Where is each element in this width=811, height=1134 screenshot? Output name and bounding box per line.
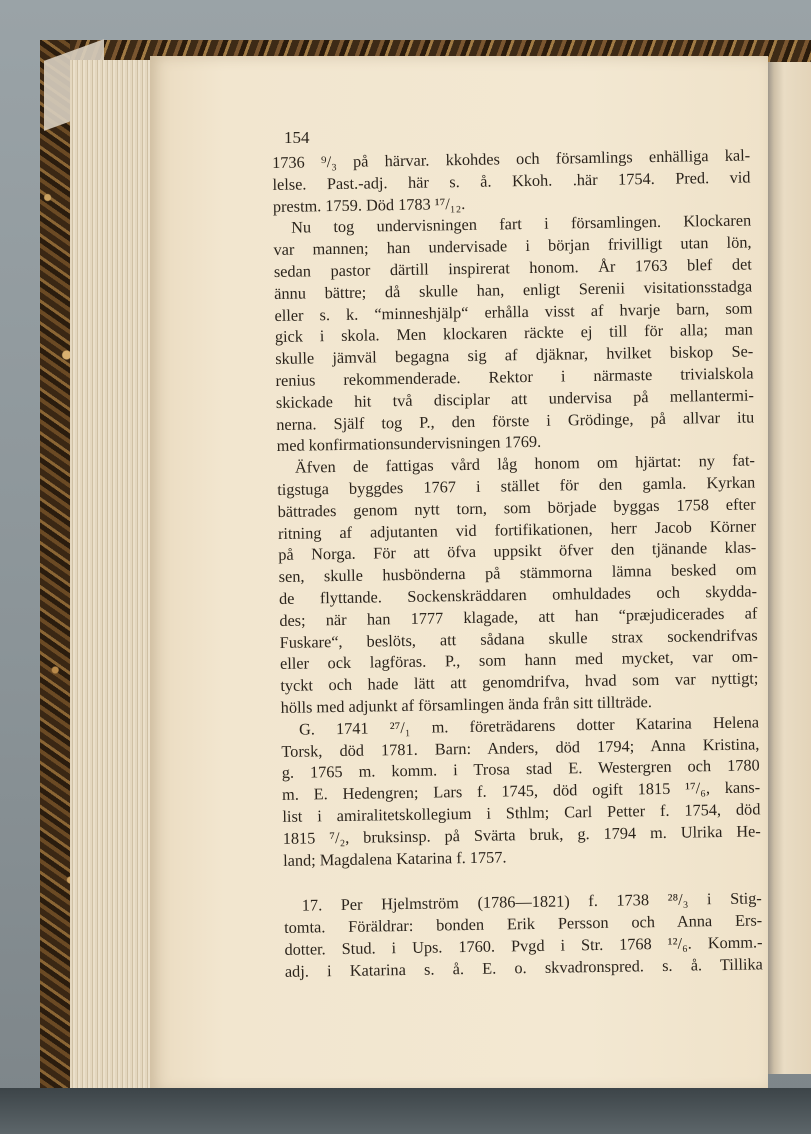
text-line: 1736 ⁹/₃ på härvar. kkohdes och församlings enhälliga kal-: [272, 145, 751, 172]
text-line: G. 1741 ²⁷/₁ m. företrädarens dotter Katarina Helena: [298, 712, 760, 739]
text-line: tigstuga byggdes 1767 i stället för den gamla. Kyrkan: [277, 472, 756, 499]
text-line: var mannen; han undervisade i början frivilligt utan lön,: [273, 232, 752, 260]
text-line: skulle jämväl begagna sig af djäknar, hvilket biskop Se-: [275, 341, 754, 369]
text-line: Nu tog undervisningen fart i församlingen. Klockaren: [291, 210, 752, 238]
text-line: renius rekommenderade. Rektor i närmaste trivialskola: [275, 363, 754, 390]
text-line: tomta. Föräldrar: bonden Erik Persson och Anna Ers-: [284, 910, 763, 937]
page-text: [272, 144, 763, 982]
text-line: ännu bättre; då skulle han, enligt Serenii visitationsstadga: [274, 276, 753, 303]
text-line: Torsk, död 1781. Barn: Anders, död 1794; Anna Kristina,: [281, 733, 760, 761]
text-line: m. E. Hedengren; Lars f. 1745, död ogift 1815 ¹⁷/₆, kans-: [281, 777, 761, 805]
text-line: eller ock lagföras. P., som hann med mycket, var om-: [279, 646, 759, 674]
text-line: sedan pastor därtill inspirerat honom. År 1763 blef det: [273, 254, 752, 281]
text-line: tyckt och hade lätt att genomdrifva, hvad som var nyttigt;: [280, 668, 759, 696]
text-line: Äfven de fattigas vård låg honom om hjärtat: ny fat-: [294, 450, 756, 477]
text-line: på Norga. För att öfva uppsikt öfver den tjänande klas-: [278, 537, 757, 565]
text-line: med konfirmationsundervisningen 1769.: [276, 432, 542, 456]
bottom-shadow: [0, 1088, 811, 1134]
text-line: land; Magdalena Katarina f. 1757.: [282, 846, 507, 870]
text-line: list i amiralitetskollegium i Sthlm; Carl Petter f. 1754, död: [282, 799, 761, 826]
text-line: lelse. Past.-adj. här s. å. Kkoh. .här 1754. Pred. vid: [272, 167, 751, 194]
text-line: de flyttande. Sockenskräddaren omhuldades och skydda-: [278, 581, 758, 608]
text-line: g. 1765 m. komm. i Trosa stad E. Westergren och 1780: [281, 755, 760, 783]
text-line: hölls med adjunkt af församlingen ända från sitt tillträde.: [280, 692, 653, 717]
text-line: Fuskare“, beslöts, att sådana skulle strax sockendrifvas: [279, 624, 758, 652]
text-line: eller s. k. “minneshjälp“ erhålla visst af hvarje barn, som: [274, 298, 753, 325]
text-line: dotter. Stud. i Ups. 1760. Pvgd i Str. 1768 ¹²/₆. Komm.-: [284, 932, 763, 959]
text-line: 17. Per Hjelmström (1786—1821) f. 1738 ²⁸/₃ i Stig-: [301, 888, 762, 915]
text-line: ritning af adjutanten vid fortifikationen, herr Jacob Körner: [277, 515, 757, 543]
text-line: gick i skola. Men klockaren räckte ej till för alla; man: [274, 319, 753, 347]
text-line: adj. i Katarina s. å. E. o. skvadronspred. s. å. Tillika: [284, 954, 763, 981]
next-page-edge: [766, 62, 811, 1074]
text-line: des; när han 1777 klagade, att han “præjudicerades af: [279, 603, 758, 630]
text-line: sen, skulle husbönderna på stämmorna lämna besked om: [278, 559, 757, 587]
text-line: 1815 ⁷/₂, bruksinsp. på Svärta bruk, g. 1794 m. Ulrika He-: [282, 821, 761, 848]
text-line: prestm. 1759. Död 1783 ¹⁷/₁₂.: [272, 193, 466, 216]
page-number: 154: [284, 128, 310, 147]
text-line: bättrades genom nytt torn, som började byggas 1758 efter: [277, 494, 756, 521]
text-line: skickade hit två disciplar att undervisa på mellantermi-: [275, 385, 755, 412]
text-line: nerna. Själf tog P., den förste i Grödinge, på allvar itu: [276, 407, 755, 434]
